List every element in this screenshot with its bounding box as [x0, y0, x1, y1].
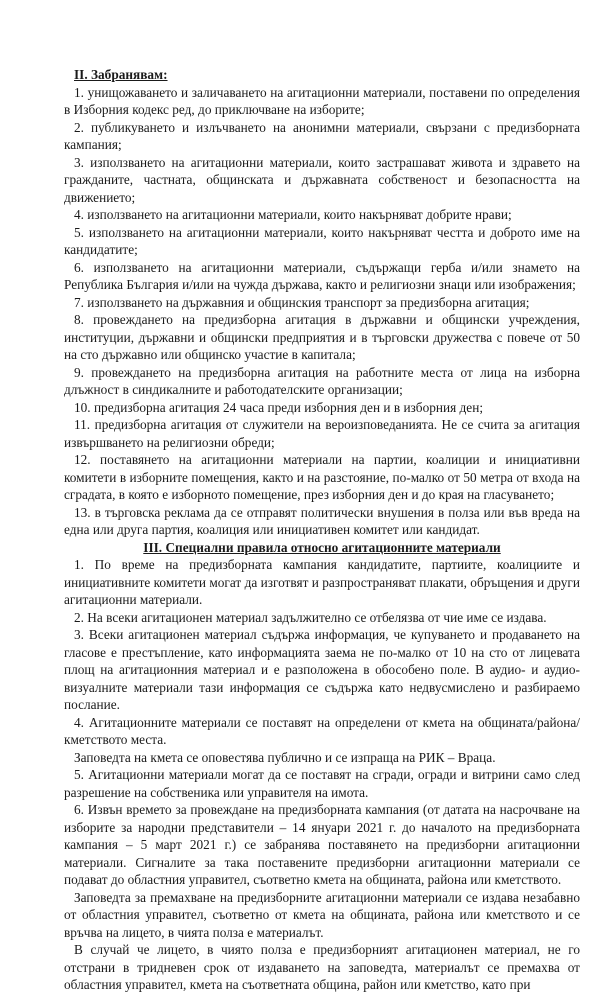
section-3-heading: III. Специални правила относно агитационните материали [143, 539, 501, 555]
section-3-list [64, 556, 580, 994]
section2-paragraph-3: 3. използването на агитационни материали, които застрашават живота и здравето на гражданите, частната, общинската и държавната собственост и безопасността на движението; [64, 154, 580, 205]
section2-paragraph-5: 5. използването на агитационни материали, които накърняват честта и доброто име на кандидатите; [64, 224, 580, 257]
section2-paragraph-7: 7. използването на държавния и общинския транспорт за предизборна агитация; [74, 294, 530, 310]
section2-paragraph-9: 9. провеждането на предизборна агитация на работните места от лица на изборна длъжност в синдикалните и работодателските организации; [64, 364, 580, 397]
section3-paragraph-2: 2. На всеки агитационен материал задължително се отбелязва от чие име се издава. [74, 609, 547, 625]
section3-paragraph-7: 6. Извън времето за провеждане на предизборната кампания (от датата на насрочване на изборите за народни представители – 14 януари 2021 г. до началото на предизборната кампания – 5 март 2021 г.) се забранява поставянето на предизборни агитационни материали. Сигналите за така поставените предизборни агитационни материали се подават до областния управител, съответно кмета на общината, района или кметството. [64, 802, 580, 887]
section-2-list [64, 84, 580, 539]
section3-paragraph-3: 3. Всеки агитационен материал съдържа информация, че купуването и продаването на гласове е престъпление, като информацията заема не по-малко от 10 на сто от лицевата площ на агитационния материал и е разположена в обособено поле. В аудио- и аудио-визуалните материали тази информация се съдържа като недвусмислено и разбираемо послание. [64, 627, 580, 712]
section3-paragraph-9: В случай че лицето, в чиято полза е предизборният агитационен материал, не го отстрани в тридневен срок от издаването на заповедта, материалът се премахва от областния управител, кмета на съответната община, район или кметство, като при [64, 942, 580, 992]
section2-paragraph-12: 12. поставянето на агитационни материали на партии, коалиции и инициативни комитети в изборните помещения, както и на разстояние, по-малко от 50 метра от входа на сградата, в която е изборното помещение, през изборния ден и до края на гласуването; [64, 452, 580, 502]
section3-paragraph-1: 1. По време на предизборната кампания кандидатите, партиите, коалициите и инициативните комитети могат да изготвят и разпространяват плакати, обръщения и други агитационни материали. [64, 557, 580, 607]
section2-paragraph-8: 8. провеждането на предизборна агитация в държавни и общински учреждения, институции, държавни и общински предприятия и в търговски дружества с повече от 50 на сто държавно или общинско участие в капитала; [64, 312, 580, 362]
section3-paragraph-8: Заповедта за премахване на предизборните агитационни материали се издава незабавно от областния управител, съответно от кмета на общината, района или кметството и се връчва на лицето, в чията полза е материалът. [64, 889, 580, 940]
section2-paragraph-4: 4. използването на агитационни материали, които накърняват добрите нрави; [74, 207, 512, 222]
section2-paragraph-13: 13. в търговска реклама да се отправят политически внушения в полза или във вреда на една или друга партия, коалиция или инициативен комитет или кандидат. [64, 504, 580, 537]
section2-paragraph-6: 6. използването на агитационни материали, съдържащи герба и/или знамето на Република България и/или на чужда държава, както и религиозни знаци или изображения; [64, 259, 580, 292]
section3-paragraph-6: 5. Агитационни материали могат да се поставят на сгради, огради и витрини само след разрешение на собственика или управителя на имота. [64, 767, 580, 800]
section2-paragraph-10: 10. предизборна агитация 24 часа преди изборния ден и в изборния ден; [74, 399, 484, 415]
section3-paragraph-5: Заповедта на кмета се оповестява публично и се изпраща на РИК – Враца. [74, 749, 496, 765]
section-2-heading: II. Забранявам: [74, 67, 168, 82]
section2-paragraph-2: 2. публикуването и излъчването на анонимни материали, свързани с предизборната кампания; [64, 119, 580, 152]
section2-paragraph-1: 1. унищожаването и заличаването на агитационни материали, поставени по определения в Изборния кодекс ред, до приключване на изборите; [64, 84, 580, 117]
section2-paragraph-11: 11. предизборна агитация от служители на вероизповеданията. Не се счита за агитация извършването на религиозни обреди; [64, 417, 580, 450]
section3-paragraph-4: 4. Агитационните материали се поставят на определени от кмета на общината/района/кметството места. [64, 714, 580, 747]
